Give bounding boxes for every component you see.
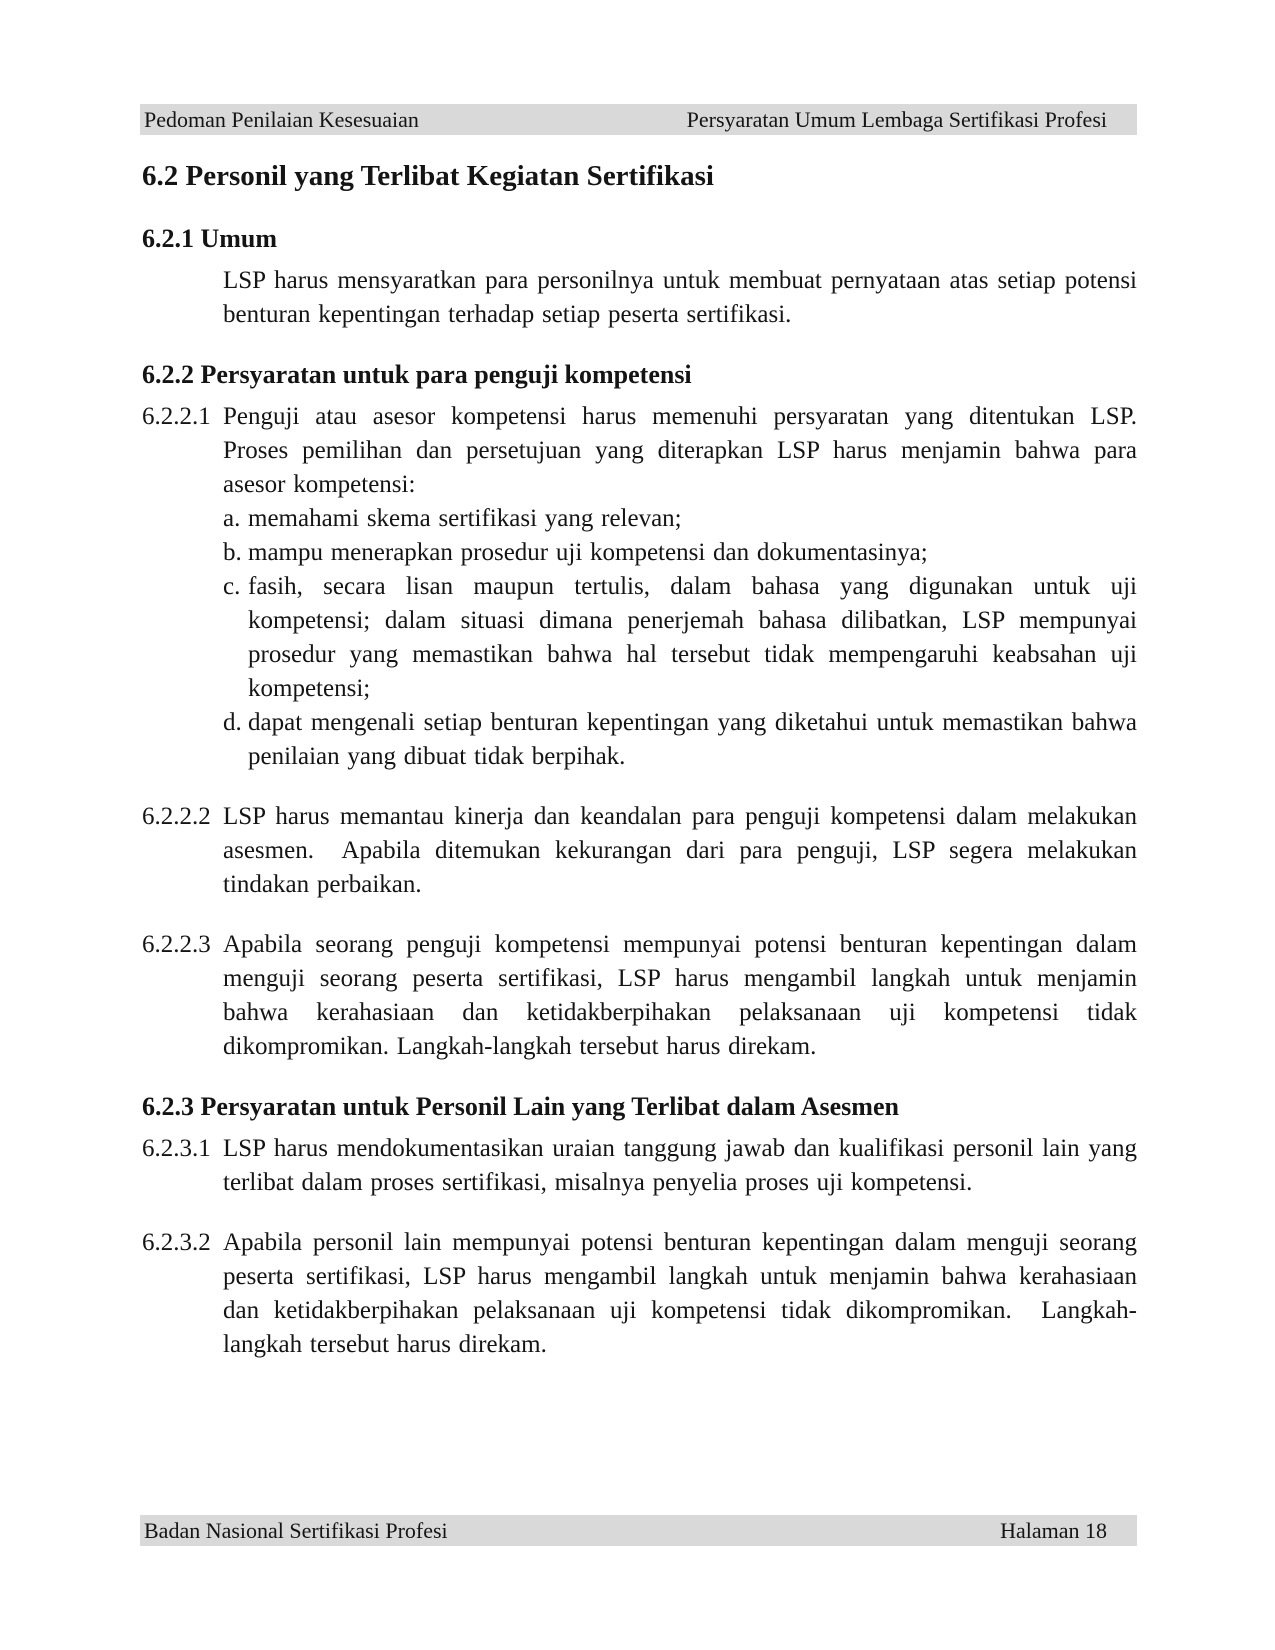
clause-text: LSP harus memantau kinerja dan keandalan para penguji kompetensi dalam melakukan asesmen. Apabila ditemukan kekurangan dari para penguji, LSP segera melakukan tindakan perbaikan. xyxy=(223,803,1137,898)
page-header-bar xyxy=(140,104,1137,135)
clause-number: 6.2.2.1 xyxy=(142,403,211,430)
list-item-label: c. xyxy=(223,573,241,600)
document-content xyxy=(142,158,1137,1388)
clause-text: Apabila personil lain mempunyai potensi benturan kepentingan dalam menguji seorang peserta sertifikasi, LSP harus mengambil langkah untuk menjamin bahwa kerahasiaan dan ketidakberpihakan pelaksanaan uji kompetensi tidak dikompromikan. Langkah-langkah tersebut harus direkam. xyxy=(223,1229,1137,1358)
clause-6-2-2-2 xyxy=(142,800,1137,902)
list-item-label: d. xyxy=(223,709,242,736)
heading-6-2-1: 6.2.1 Umum xyxy=(142,224,278,253)
clause-number: 6.2.3.1 xyxy=(142,1135,211,1162)
header-left-text: Pedoman Penilaian Kesesuaian xyxy=(144,106,419,132)
clause-6-2-3-2 xyxy=(142,1226,1137,1362)
list-item-label: b. xyxy=(223,539,242,566)
clause-6-2-2-3 xyxy=(142,928,1137,1064)
footer-page-number: Halaman 18 xyxy=(1000,1517,1107,1543)
heading-6-2-3: 6.2.3 Persyaratan untuk Personil Lain yang Terlibat dalam Asesmen xyxy=(142,1092,899,1121)
clause-6-2-2-1 xyxy=(142,400,1137,774)
list-item-text: fasih, secara lisan maupun tertulis, dalam bahasa yang digunakan untuk uji kompetensi; dalam situasi dimana penerjemah bahasa dilibatkan, LSP mempunyai prosedur yang memastikan bahwa hal tersebut tidak mempengaruhi keabsahan uji kompetensi; xyxy=(248,573,1137,702)
clause-number: 6.2.2.2 xyxy=(142,803,211,830)
header-right-text: Persyaratan Umum Lembaga Sertifikasi Profesi xyxy=(686,106,1107,132)
clause-number: 6.2.2.3 xyxy=(142,931,211,958)
list-item-label: a. xyxy=(223,505,241,532)
clause-text: Penguji atau asesor kompetensi harus memenuhi persyaratan yang ditentukan LSP. Proses pemilihan dan persetujuan yang diterapkan LSP harus menjamin bahwa para asesor kompetensi: xyxy=(223,403,1137,498)
clause-6-2-3-1 xyxy=(142,1132,1137,1200)
list-item-text: mampu menerapkan prosedur uji kompetensi dan dokumentasinya; xyxy=(248,539,928,566)
list-item-c xyxy=(223,570,1137,706)
clause-text: Apabila seorang penguji kompetensi mempunyai potensi benturan kepentingan dalam menguji seorang peserta sertifikasi, LSP harus mengambil langkah untuk menjamin bahwa kerahasiaan dan ketidakberpihakan pelaksanaan uji kompetensi tidak dikompromikan. Langkah-langkah tersebut harus direkam. xyxy=(223,931,1137,1060)
page-footer-bar xyxy=(140,1515,1137,1546)
list-item-d xyxy=(223,706,1137,774)
paragraph-6-2-1: LSP harus mensyaratkan para personilnya untuk membuat pernyataan atas setiap potensi benturan kepentingan terhadap setiap peserta sertifikasi. xyxy=(223,267,1137,328)
list-item-text: memahami skema sertifikasi yang relevan; xyxy=(248,505,682,532)
section-title-6-2: 6.2 Personil yang Terlibat Kegiatan Sertifikasi xyxy=(142,160,714,192)
list-item-text: dapat mengenali setiap benturan kepentingan yang diketahui untuk memastikan bahwa penilaian yang dibuat tidak berpihak. xyxy=(248,709,1137,770)
clause-number: 6.2.3.2 xyxy=(142,1229,211,1256)
heading-6-2-2: 6.2.2 Persyaratan untuk para penguji kompetensi xyxy=(142,360,692,389)
list-item-b xyxy=(223,536,1137,570)
clause-text: LSP harus mendokumentasikan uraian tanggung jawab dan kualifikasi personil lain yang terlibat dalam proses sertifikasi, misalnya penyelia proses uji kompetensi. xyxy=(223,1135,1137,1196)
footer-left-text: Badan Nasional Sertifikasi Profesi xyxy=(144,1517,448,1543)
list-item-a xyxy=(223,502,1137,536)
